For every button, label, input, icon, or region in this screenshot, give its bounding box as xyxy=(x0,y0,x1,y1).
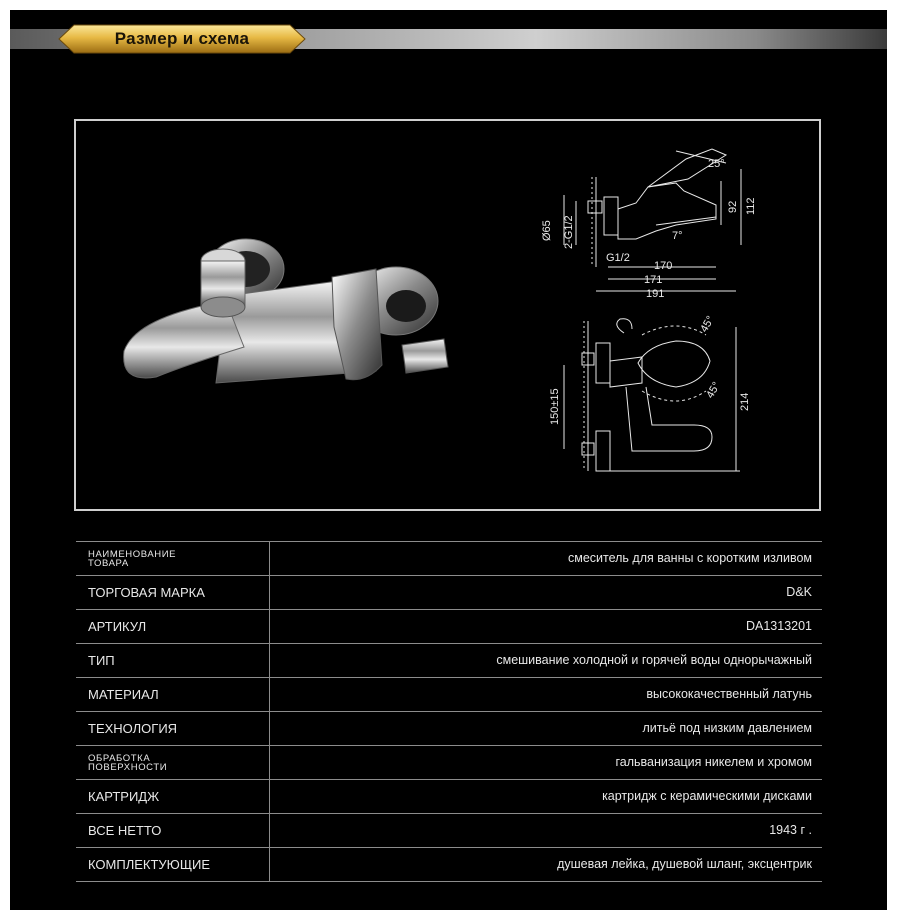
label-diameter: Ø65 xyxy=(541,220,553,241)
product-figure xyxy=(76,121,819,509)
column-divider xyxy=(269,848,270,881)
spec-value: 1943 г . xyxy=(769,823,812,837)
spec-label: ТОРГОВАЯ МАРКА xyxy=(88,585,205,600)
spec-row xyxy=(76,746,822,780)
label-angle-45-top: 45° xyxy=(698,314,717,335)
side-view-drawing xyxy=(564,149,741,291)
column-divider xyxy=(269,542,270,575)
spec-label: КАРТРИДЖ xyxy=(88,789,160,804)
spec-value: литьё под низким давлением xyxy=(642,721,812,735)
spec-row xyxy=(76,780,822,814)
spec-value: высококачественный латунь xyxy=(646,687,812,701)
column-divider xyxy=(269,576,270,609)
column-divider xyxy=(269,678,270,711)
label-dim-214: 214 xyxy=(739,392,751,411)
spec-row xyxy=(76,678,822,712)
label-dim-150: 150±15 xyxy=(549,388,561,425)
label-dim-92: 92 xyxy=(727,200,739,213)
label-thread-left: 2-G1/2 xyxy=(563,215,575,249)
spec-table xyxy=(76,541,822,882)
label-dim-171: 171 xyxy=(644,274,663,286)
label-dim-112: 112 xyxy=(745,197,757,215)
label-angle-spout: 7° xyxy=(672,230,683,242)
spec-label: АРТИКУЛ xyxy=(88,619,147,634)
spec-value: DA1313201 xyxy=(745,619,812,633)
column-divider xyxy=(269,780,270,813)
spec-label: НАИМЕНОВАНИЕ ТОВАРА xyxy=(88,549,177,569)
spec-label: КОМПЛЕКТУЮЩИЕ xyxy=(88,857,211,872)
column-divider xyxy=(269,814,270,847)
spec-row xyxy=(76,644,822,678)
column-divider xyxy=(269,712,270,745)
page-frame xyxy=(10,10,887,910)
spec-label: ТИП xyxy=(88,653,115,668)
column-divider xyxy=(269,746,270,779)
spec-label: МАТЕРИАЛ xyxy=(88,687,159,702)
spec-row xyxy=(76,848,822,882)
spec-row xyxy=(76,814,822,848)
title-plate xyxy=(58,24,306,54)
spec-row xyxy=(76,541,822,576)
spec-value: картридж с керамическими дисками xyxy=(602,789,812,803)
label-thread-bottom: G1/2 xyxy=(606,252,630,264)
page-title: Размер и схема xyxy=(114,29,250,48)
spec-row xyxy=(76,576,822,610)
product-image-box xyxy=(74,119,821,511)
label-dim-170: 170 xyxy=(654,260,673,272)
spec-row xyxy=(76,712,822,746)
spec-value: гальванизация никелем и хромом xyxy=(615,755,812,769)
spec-label: ВСЕ НЕТТО xyxy=(88,823,162,838)
spec-label: ТЕХНОЛОГИЯ xyxy=(88,721,178,736)
column-divider xyxy=(269,610,270,643)
spec-row xyxy=(76,610,822,644)
label-angle-45-bottom: 45° xyxy=(704,380,723,401)
spec-label: ОБРАБОТКА ПОВЕРХНОСТИ xyxy=(88,753,168,773)
label-dim-191: 191 xyxy=(646,288,665,300)
spec-value: D&K xyxy=(786,585,812,599)
faucet-image xyxy=(124,239,448,383)
spec-value: смешивание холодной и горячей воды однорычажный xyxy=(496,653,812,667)
label-angle-top: 25° xyxy=(708,158,725,170)
spec-value: душевая лейка, душевой шланг, эксцентрик xyxy=(557,857,812,871)
spec-value: смеситель для ванны с коротким изливом xyxy=(567,551,812,565)
column-divider xyxy=(269,644,270,677)
